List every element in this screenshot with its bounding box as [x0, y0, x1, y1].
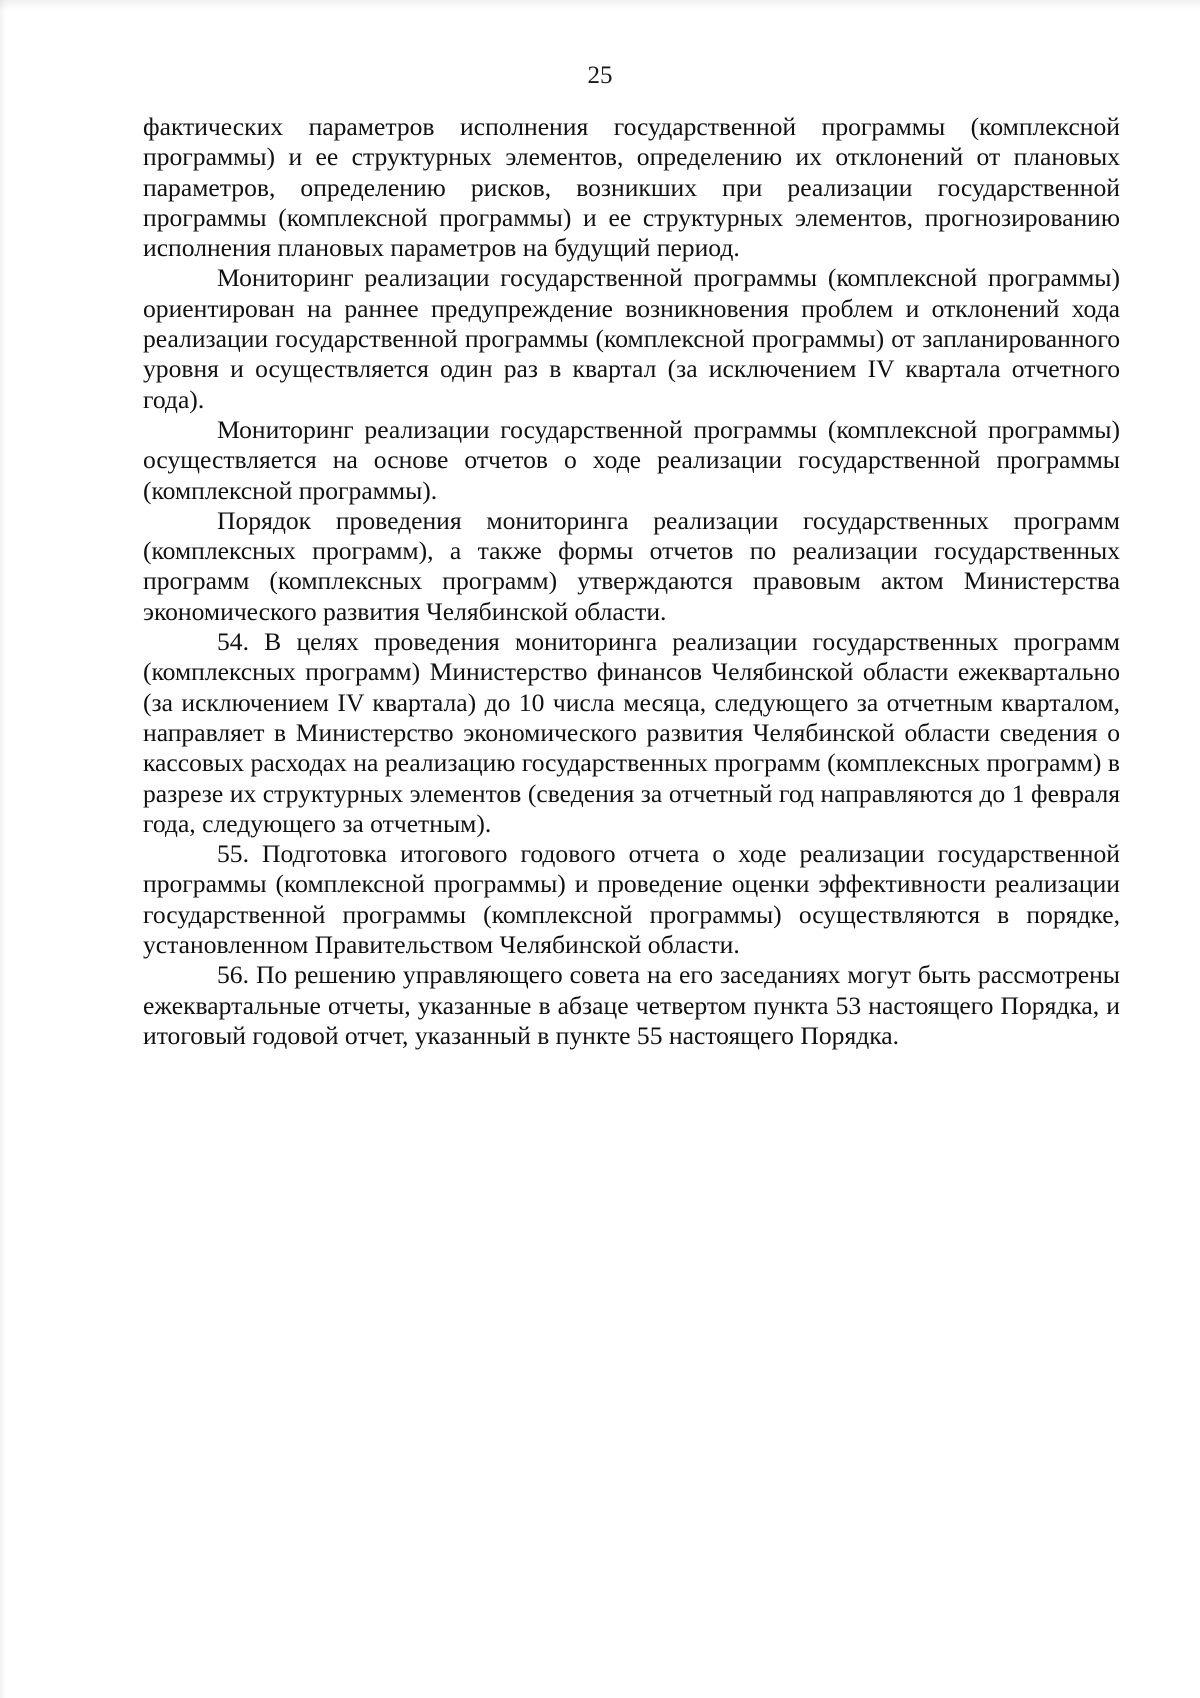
paragraph-55: 55. Подготовка итогового годового отчета о ходе реализации государственной программы (комплексной программы) и проведение оценки эффективности реализации государственной программы (комплексной программы) осуществляются в порядке, установленном Правительством Челябинской области.	[143, 839, 1120, 960]
page-number: 25	[587, 62, 613, 89]
paragraph-monitoring-purpose: Мониторинг реализации государственной программы (комплексной программы) ориентирован на раннее предупреждение возникновения проблем и отклонений хода реализации государственной программы (комплексной программы) от запланированного уровня и осуществляется один раз в квартал (за исключением IV квартала отчетного года).	[143, 263, 1120, 414]
paragraph-monitoring-basis: Мониторинг реализации государственной программы (комплексной программы) осуществляется на основе отчетов о ходе реализации государственной программы (комплексной программы).	[143, 414, 1120, 505]
paragraph-continuation: фактических параметров исполнения государственной программы (комплексной программы) и ее структурных элементов, определению их отклонений от плановых параметров, определению рисков, возникших при реализации государственной программы (комплексной программы) и ее структурных элементов, прогнозированию исполнения плановых параметров на будущий период.	[143, 112, 1120, 263]
paragraph-56: 56. По решению управляющего совета на его заседаниях могут быть рассмотрены ежеквартальные отчеты, указанные в абзаце четвертом пункта 53 настоящего Порядка, и итоговый годовой отчет, указанный в пункте 55 настоящего Порядка.	[143, 960, 1120, 1050]
scan-edge-top	[0, 0, 1200, 10]
paragraph-monitoring-procedure: Порядок проведения мониторинга реализации государственных программ (комплексных программ), а также формы отчетов по реализации государственных программ (комплексных программ) утверждаются правовым актом Министерства экономического развития Челябинской области.	[143, 505, 1120, 626]
paragraph-54: 54. В целях проведения мониторинга реализации государственных программ (комплексных программ) Министерство финансов Челябинской области ежеквартально (за исключением IV квартала) до 10 числа месяца, следующего за отчетным кварталом, направляет в Министерство экономического развития Челябинской области сведения о кассовых расходах на реализацию государственных программ (комплексных программ) в разрезе их структурных элементов (сведения за отчетный год направляются до 1 февраля года, следующего за отчетным).	[143, 627, 1120, 838]
document-body	[143, 112, 1120, 1051]
scan-edge-left	[0, 0, 6, 1698]
